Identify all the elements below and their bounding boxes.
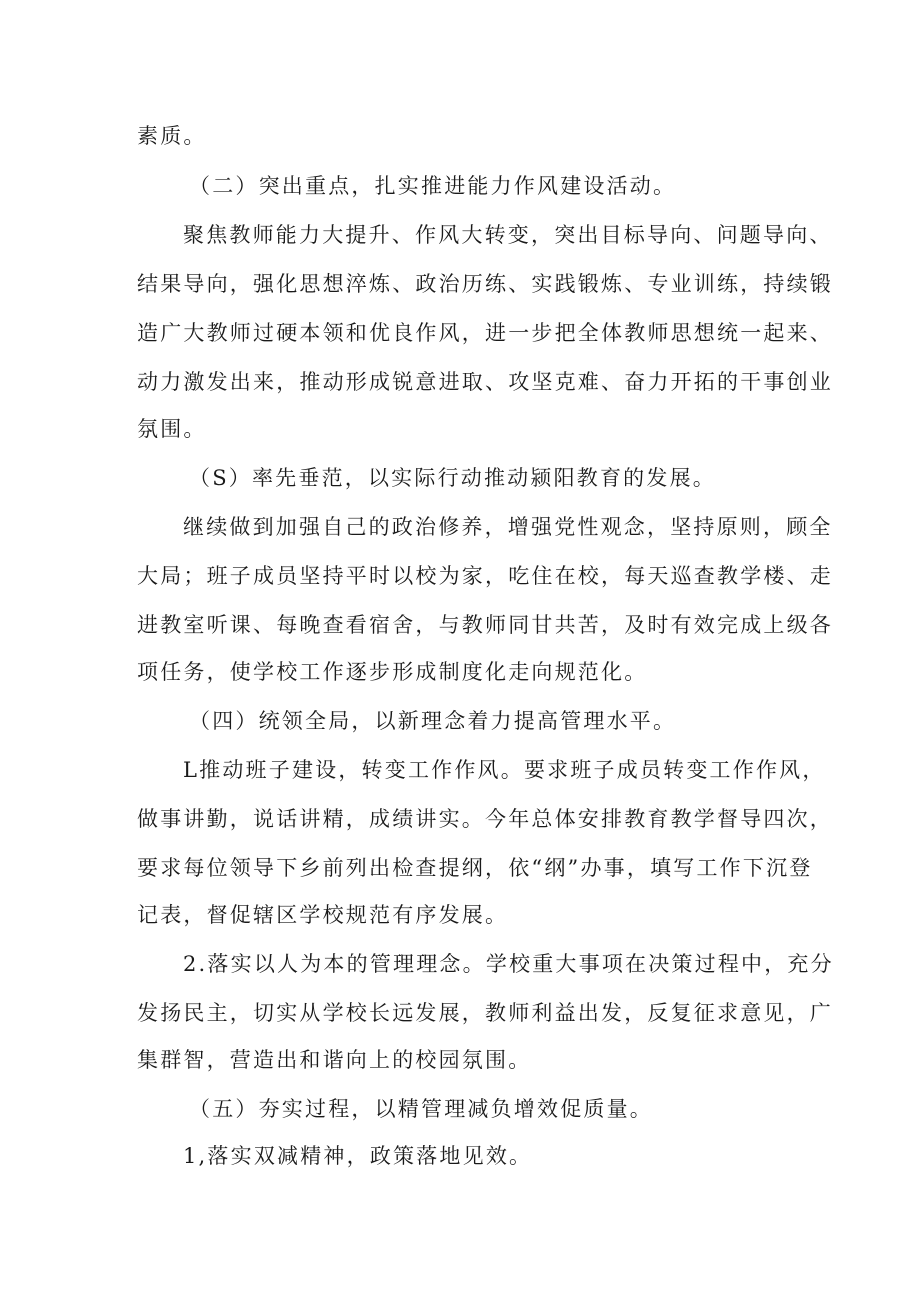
paragraph-line: 2.落实以人为本的管理理念。学校重大事项在决策过程中，充分 (183, 952, 834, 976)
paragraph-line: 聚焦教师能力大提升、作风大转变，突出目标导向、问题导向、 (183, 223, 833, 247)
paragraph-line: 结果导向，强化思想淬炼、政治历练、实践锻炼、专业训练，持续锻 (137, 272, 833, 296)
paragraph-line: 集群智，营造出和谐向上的校园氛围。 (137, 1048, 532, 1072)
paragraph-line: 1,落实双减精神，政策落地见效。 (183, 1144, 533, 1168)
paragraph-line: 动力激发出来，推动形成锐意进取、攻坚克难、奋力开拓的干事创业 (137, 370, 833, 394)
section-heading-3: （S）率先垂范，以实际行动推动颍阳教育的发展。 (189, 466, 716, 490)
paragraph-line: 发扬民主，切实从学校长远发展，教师利益出发，反复征求意见，广 (137, 1001, 833, 1025)
section-heading-4: （四）统领全局，以新理念着力提高管理水平。 (189, 709, 677, 733)
paragraph-line: 项任务，使学校工作逐步形成制度化走向规范化。 (137, 660, 648, 684)
paragraph-line: 继续做到加强自己的政治修养，增强党性观念，坚持原则，顾全 (183, 515, 833, 539)
paragraph-line: 要求每位领导下乡前列出检查提纲，依“纲”办事，填写工作下沉登 (137, 856, 813, 880)
section-heading-5: （五）夯实过程，以精管理减负增效促质量。 (189, 1097, 653, 1121)
paragraph-line: 做事讲勤，说话讲精，成绩讲实。今年总体安排教育教学督导四次， (137, 807, 833, 831)
paragraph-line: 造广大教师过硬本领和优良作风，进一步把全体教师思想统一起来、 (137, 321, 833, 345)
paragraph-line: 氛围。 (137, 417, 207, 441)
paragraph-line: L推动班子建设，转变工作作风。要求班子成员转变工作作风， (183, 758, 826, 782)
section-heading-2: （二）突出重点，扎实推进能力作风建设活动。 (189, 174, 677, 198)
paragraph-line: 素质。 (137, 124, 207, 148)
paragraph-line: 进教室听课、每晚查看宿舍，与教师同甘共苦，及时有效完成上级各 (137, 613, 833, 637)
paragraph-line: 记表，督促辖区学校规范有序发展。 (137, 903, 509, 927)
paragraph-line: 大局；班子成员坚持平时以校为家，吃住在校，每天巡查教学楼、走 (137, 564, 833, 588)
